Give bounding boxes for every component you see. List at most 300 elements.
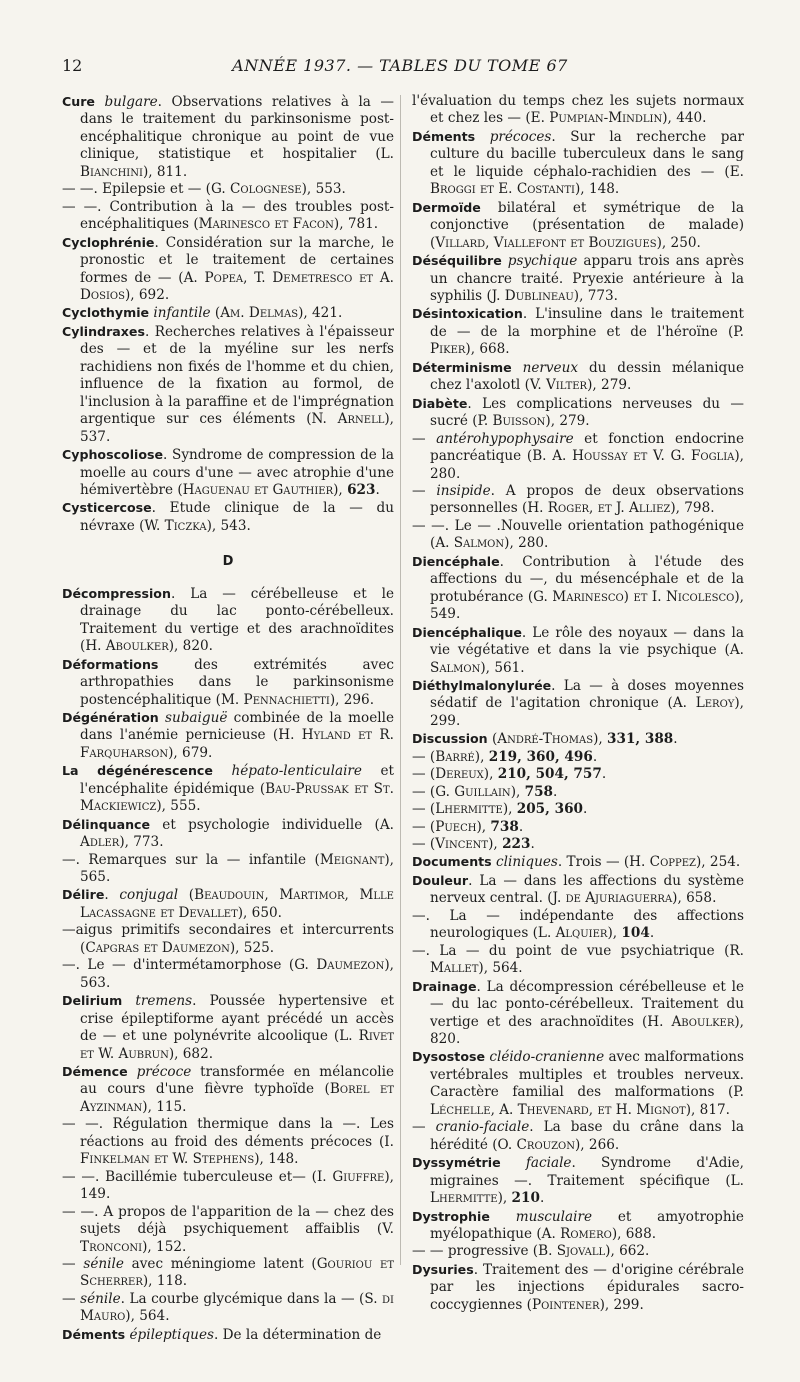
headword: Diencéphalique	[412, 624, 522, 640]
headword: Delirium	[62, 993, 123, 1009]
entry-text: —. Remarques sur la — infantile (	[62, 851, 320, 868]
author: H. Coppez	[629, 854, 696, 871]
right-column	[412, 93, 744, 1314]
entry-text: ), 658.	[672, 890, 717, 907]
entry-text	[490, 1209, 516, 1225]
index-entry	[412, 624, 744, 677]
entry-text: — — progressive (	[412, 1243, 539, 1260]
entry-text: ),	[474, 748, 489, 765]
bold-page-ref: 205, 360	[516, 801, 583, 818]
entry-text: ), 564.	[125, 1308, 170, 1325]
index-entry	[412, 853, 744, 871]
author: H. Aboulker	[647, 1013, 735, 1030]
entry-text: . Les complications nerveuses du — sucré (	[430, 395, 744, 430]
headword: Dystrophie	[412, 1208, 490, 1224]
index-entry	[412, 431, 744, 483]
author: Capgras et Daumezon	[85, 939, 230, 956]
index-entry	[412, 128, 744, 199]
entry-text: ), 682.	[168, 1045, 214, 1062]
author: Puech	[435, 818, 477, 835]
entry-text	[213, 763, 232, 779]
entry-text: ), 254.	[695, 854, 741, 871]
entry-text: avec méningiome latent (	[123, 1256, 317, 1272]
index-entry	[412, 395, 744, 431]
entry-text: des extrémités avec arthropathies dans le parkinsonisme postencéphalitique (	[80, 656, 394, 708]
entry-text: . La — cérébelleuse et le drainage du lac ponto-cérébelleux. Traitement du vertige et des arachnoïdites (	[80, 585, 394, 655]
author: I. Finkelman et W. Stephens	[80, 1133, 394, 1168]
entry-text: et amyotrophie myélopathique (	[430, 1208, 744, 1242]
index-entry	[412, 749, 744, 766]
entry-text: . Contribution à l'étude des affections du —, du mésencéphale et de la protubérance (	[430, 553, 744, 605]
entry-text: — —. Contribution à la — des troubles post-encéphalitiques (	[62, 198, 394, 233]
author: Barré	[435, 748, 475, 765]
index-entry	[62, 816, 394, 852]
index-entry	[62, 323, 394, 446]
headword: Délinquance	[62, 816, 151, 832]
author: H. Hyland et R. Farquharson	[80, 727, 394, 761]
entry-text: . Traitement des — d'origine cérébrale par les injections épidurales sacro-coccygiennes (	[430, 1261, 744, 1313]
entry-text	[475, 129, 490, 145]
index-entry	[62, 199, 394, 234]
author: A. Salmon	[435, 535, 505, 552]
index-entry	[412, 943, 744, 978]
entry-text: — —. Le — .Nouvelle orientation pathogénique (	[412, 517, 744, 552]
entry-text: . Trois — (	[557, 854, 630, 871]
entry-text: . L'insuline dans le traitement de — de la morphine et de l'héroïne (	[430, 306, 744, 340]
headword: Diencéphale	[412, 553, 500, 569]
author: B. Sjovall	[538, 1243, 606, 1260]
headword: Cysticercose	[62, 500, 152, 516]
headword: Drainage	[412, 978, 477, 994]
author: Beaudouin, Martimor, Mlle Lacassagne et Devallet	[80, 887, 394, 921]
entry-text: .	[592, 748, 598, 765]
headword: Dyssymétrie	[412, 1155, 501, 1171]
entry-text: et l'encéphalite épidémique (	[80, 763, 394, 797]
author: B. A. Houssay et V. G. Foglia	[532, 448, 735, 465]
author: N. Arnell	[311, 411, 385, 428]
entry-text: . A propos de deux observations personnelles (	[430, 482, 744, 517]
left-column	[62, 93, 394, 1344]
entry-text: .	[530, 836, 535, 853]
running-title: ANNÉE 1937. — TABLES DU TOME 67	[232, 56, 568, 75]
headword: Délire	[62, 887, 105, 903]
entry-text: — (	[412, 748, 436, 765]
index-entry	[62, 499, 394, 535]
index-entry	[412, 801, 744, 818]
author: André-Thomas	[497, 731, 594, 748]
qualifier: cléido-cranienne	[489, 1049, 605, 1066]
author: P. Buisson	[477, 413, 546, 430]
entry-text: ), 525.	[229, 939, 275, 956]
headword: Cyclophrénie	[62, 234, 155, 250]
entry-text: ), 148.	[254, 1151, 299, 1168]
entry-text: . Considération sur la marche, le pronostic et le traitement de certaines formes de — (	[80, 234, 394, 286]
entry-text: ),	[476, 818, 491, 835]
bold-page-ref: 623	[347, 481, 376, 498]
entry-text: ), 299.	[430, 695, 744, 729]
entry-text: . Syndrome de compression de la moelle au cours d'une — avec atrophie d'une hémivertèbre (	[80, 447, 394, 498]
entry-text: bilatéral et symétrique de la conjonctive (présentation de malade) (	[430, 199, 744, 251]
entry-text: ), 561.	[480, 659, 525, 676]
author: G. Guillain	[435, 783, 511, 800]
entry-text: ), 440.	[662, 110, 707, 127]
index-entry	[62, 709, 394, 762]
index-entry	[412, 1048, 744, 1119]
entry-text: —	[412, 482, 437, 499]
author: G. Marinesco) et I. Nicolesco	[533, 588, 735, 605]
headword: Cylindraxes	[62, 323, 145, 339]
author: Bau-Prussak et St. Mackiewicz	[80, 780, 394, 815]
index-entry	[412, 730, 744, 748]
index-entry	[412, 1261, 744, 1314]
entry-text: ), 115.	[142, 1098, 187, 1115]
author: L. Alquier	[537, 925, 608, 942]
author: E. Broggi et E. Costanti	[430, 163, 744, 198]
section-letter: D	[222, 554, 234, 570]
entry-text: ), 692.	[124, 286, 170, 303]
entry-text: .	[539, 1190, 545, 1207]
entry-text: combinée de la moelle dans l'anémie pernicieuse (	[80, 709, 394, 744]
headword: La dégénérescence	[62, 763, 213, 779]
entry-text: ),	[488, 836, 503, 853]
bold-page-ref: 223	[502, 836, 531, 853]
entry-text: apparu trois ans après un chancre traité. Pryexie antérieure à la syphilis (	[430, 253, 745, 304]
entry-text: ), 781.	[333, 216, 379, 233]
author: Pointener	[531, 1296, 600, 1313]
index-entry	[62, 762, 394, 815]
headword: Déterminisme	[412, 359, 512, 375]
index-entry	[62, 1063, 394, 1116]
entry-text: .	[673, 731, 678, 748]
qualifier: insipide	[436, 482, 491, 499]
entry-text: ),	[502, 801, 517, 818]
index-entry	[62, 922, 394, 957]
author: L. Rivet et W. Aubrun	[80, 1028, 395, 1062]
entry-text: ), 811.	[142, 163, 188, 180]
entry-text: ), 817.	[685, 1101, 730, 1118]
author: S. di Mauro	[80, 1290, 394, 1325]
author: Dereux	[435, 766, 484, 783]
qualifier: précoce	[136, 1064, 192, 1081]
index-entry	[412, 305, 744, 358]
entry-text: ), 537.	[80, 411, 394, 445]
index-entry	[412, 908, 744, 943]
author: A. Salmon	[430, 642, 744, 676]
author: J. de Ajuriaguerra	[552, 890, 673, 907]
entry-text: et fonction endocrine pancréatique (	[430, 430, 745, 465]
headword: Cyclothymie	[62, 305, 150, 321]
entry-text: ), 650.	[237, 904, 282, 921]
entry-text	[128, 1064, 137, 1080]
entry-text: ), 266.	[574, 1136, 620, 1153]
author: Vincent	[435, 836, 489, 853]
author: I. Giuffre	[316, 1168, 385, 1185]
entry-text: ), 773.	[573, 287, 618, 304]
page-header	[62, 56, 738, 82]
index-entry	[62, 1326, 394, 1344]
bold-page-ref: 210	[511, 1190, 540, 1207]
entry-text	[512, 360, 523, 376]
bold-page-ref: 758	[524, 783, 554, 800]
author: Lhermitte	[435, 801, 503, 818]
entry-text: ), 564.	[478, 960, 523, 977]
index-entry	[62, 957, 394, 992]
author: L. Bianchini	[80, 146, 394, 180]
index-entry	[412, 518, 744, 553]
index-entry	[62, 585, 394, 656]
qualifier: faciale	[525, 1155, 572, 1172]
entry-text: (	[487, 731, 498, 748]
entry-text: —	[62, 1256, 84, 1272]
bold-page-ref: 219, 360, 496	[488, 748, 593, 765]
entry-text: ), 563.	[80, 957, 394, 991]
entry-text: (	[210, 305, 221, 322]
bold-page-ref: 331, 388	[607, 731, 674, 748]
index-entry	[62, 852, 394, 887]
entry-text: ), 543.	[206, 517, 251, 534]
left-entries-c	[62, 93, 394, 535]
entry-text: — —. A propos de l'apparition de la — chez des sujets déjà psychiquement affaiblis (	[62, 1203, 394, 1238]
entry-text: ), 148.	[575, 181, 620, 198]
author: Villard, Viallefont et Bouzigues	[435, 234, 657, 251]
entry-text: —aigus primitifs secondaires et intercurrents (	[62, 922, 394, 956]
entry-text: . Recherches relatives à l'épaisseur des — et de la myéline sur les nerfs rachidiens non fixés de l'homme et du chien, influence de la fixation au formol, de l'inclusion à la paraffine et de l'imprégnation argentique sur ces éléments (	[80, 323, 394, 428]
qualifier: cliniques	[496, 854, 558, 871]
index-entry	[412, 359, 744, 395]
bold-page-ref: 104	[621, 925, 650, 942]
author: E. Pumpian-Mindlin	[530, 110, 663, 127]
qualifier: musculaire	[515, 1208, 593, 1225]
entry-text: ), 296.	[329, 691, 375, 708]
entry-text: — —. Bacillémie tuberculeuse et— (	[62, 1168, 317, 1185]
qualifier: sénile	[83, 1256, 124, 1272]
entry-text: . La — dans les affections du système nerveux central. (	[430, 872, 744, 907]
entry-text	[122, 993, 135, 1009]
bold-page-ref: 210, 504, 757	[497, 766, 602, 783]
author: Gouriou et Scherrer	[80, 1256, 394, 1290]
index-entry	[412, 766, 744, 783]
entry-text: ), 773.	[119, 834, 164, 851]
author: J. Dublineau	[491, 287, 574, 304]
qualifier: conjugal	[119, 887, 179, 904]
entry-text: . La courbe glycémique dans la — (	[120, 1290, 365, 1307]
index-entry	[62, 234, 394, 305]
headword: Douleur	[412, 872, 469, 888]
entry-text: —. La — du point de vue psychiatrique (	[412, 942, 730, 959]
index-entry	[412, 677, 744, 730]
entry-text: ), 688.	[611, 1226, 657, 1242]
index-entry	[412, 836, 744, 853]
entry-text: ), 149.	[80, 1168, 394, 1203]
entry-text: — (	[412, 818, 436, 835]
author: A. Adler	[80, 816, 394, 851]
bold-page-ref: 738	[490, 818, 519, 835]
headword: Dysuries	[412, 1261, 474, 1277]
entry-text: .	[518, 818, 524, 835]
author: L. Lhermitte	[430, 1172, 744, 1207]
right-entries-d	[412, 93, 744, 1314]
author: A. Popea, T. Demetresco et A. Dosios	[80, 269, 394, 303]
author: Borel et Ayzinman	[80, 1081, 394, 1115]
entry-text: . La décompression cérébelleuse et le — du lac ponto-cérébelleux. Traitement du vertige et des arachnoïdites (	[430, 978, 744, 1030]
qualifier: tremens	[135, 993, 193, 1010]
entry-text: ),	[510, 783, 525, 800]
index-entry	[412, 819, 744, 836]
entry-text: — (	[412, 801, 436, 818]
author: H. Roger, et J. Alliez	[527, 500, 671, 517]
author: G. Colognese	[210, 181, 302, 198]
qualifier: précoces	[489, 128, 552, 145]
index-entry	[62, 1116, 394, 1168]
index-entry	[62, 656, 394, 709]
index-entry	[412, 199, 744, 252]
index-entry	[412, 784, 744, 801]
entry-text: — (	[412, 836, 436, 853]
entry-text: . Observations relatives à la — dans le traitement du parkinsonisme post-encéphalitique chronique au point de vue clinique, statistique et hospitalier (	[80, 94, 394, 163]
index-entry	[62, 181, 394, 198]
qualifier: nerveux	[522, 359, 579, 376]
entry-text: —	[412, 1119, 436, 1136]
entry-text: .	[649, 925, 655, 942]
entry-text: ), 280.	[504, 535, 549, 552]
entry-text: ), 279.	[587, 377, 632, 394]
entry-text: ), 668.	[465, 341, 510, 358]
index-entry	[62, 446, 394, 499]
headword: Diéthylmalonylurée	[412, 677, 552, 693]
author: W. Ticzka	[144, 517, 207, 534]
headword: Cyphoscoliose	[62, 447, 164, 463]
qualifier: subaiguë	[164, 709, 228, 726]
entry-text: avec malformations vertébrales multiples et troubles nerveux. Caractère familial des malformations (	[430, 1049, 744, 1101]
headword: Démence	[62, 1064, 128, 1080]
entry-text: l'évaluation du temps chez les sujets normaux et chez les — (	[412, 93, 744, 127]
entry-text: . Etude clinique de la — du névraxe (	[80, 500, 394, 534]
entry-text: .	[582, 801, 588, 818]
entry-text: ), 820.	[168, 638, 213, 655]
index-entry	[62, 1291, 394, 1326]
index-entry	[412, 872, 744, 908]
entry-text: transformée en mélancolie au cours d'une fièvre typhoïde (	[80, 1064, 394, 1098]
entry-text: . Syndrome d'Adie, migraines —. Traitement spécifique (	[430, 1155, 745, 1189]
headword: Déments	[62, 1326, 126, 1342]
entry-text: — —. Régulation thermique dans la —. Les réactions au froid des déments précoces (	[62, 1116, 394, 1150]
author: R. Mallet	[430, 942, 744, 977]
headword: Déséquilibre	[412, 253, 502, 269]
headword: Dermoïde	[412, 199, 481, 215]
index-entry	[412, 93, 744, 128]
entry-text: .	[553, 783, 558, 800]
author: M. Pennachietti	[220, 691, 330, 708]
headword: Cure	[62, 94, 95, 109]
author: A. Leroy	[672, 695, 735, 712]
author: O. Crouzon	[497, 1136, 575, 1153]
index-entry	[62, 93, 394, 181]
headword: Dysostose	[412, 1049, 486, 1065]
index-entry	[412, 553, 744, 624]
entry-text: . Sur la recherche par culture du bacille tuberculeux dans le sang et le liquide céphalo-rachidien des — (	[430, 128, 744, 180]
author: Haguenau et Gauthier	[182, 481, 334, 498]
entry-text: ), 820.	[430, 1013, 744, 1048]
entry-text: . La — à doses moyennes sédatif de l'agitation chronique (	[430, 677, 744, 712]
entry-text: —	[412, 430, 437, 447]
qualifier: psychique	[507, 253, 578, 270]
entry-text: . De la détermination de	[213, 1326, 382, 1343]
entry-text: ),	[333, 481, 348, 498]
entry-text: ), 662.	[605, 1243, 650, 1260]
entry-text: —	[62, 1290, 81, 1307]
index-entry	[412, 483, 744, 518]
entry-text: ), 250.	[656, 234, 701, 251]
qualifier: antérohypophysaire	[436, 430, 574, 447]
author: A. Romero	[541, 1226, 612, 1242]
entry-text: ), 118.	[142, 1273, 188, 1290]
entry-text: du dessin mélanique chez l'axolotl (	[430, 359, 745, 394]
index-entry	[62, 992, 394, 1063]
entry-text: ), 679.	[168, 744, 213, 761]
entry-text: —. Le — d'intermétamorphose (	[62, 957, 295, 974]
index-entry	[62, 1256, 394, 1291]
index-entry	[412, 1154, 744, 1207]
headword: Dégénération	[62, 709, 159, 725]
entry-text: — (	[412, 783, 436, 800]
headword: Désintoxication	[412, 306, 523, 322]
left-entries-d	[62, 585, 394, 1344]
entry-text: et psychologie individuelle (	[150, 816, 380, 833]
author: G. Daumezon	[294, 957, 385, 974]
index-entry	[412, 1243, 744, 1260]
index-entry	[412, 1119, 744, 1154]
index-entry	[62, 304, 394, 322]
entry-text: ), 798.	[670, 500, 715, 517]
author: V. Tronconi	[80, 1221, 394, 1255]
entry-text: ),	[483, 766, 498, 783]
index-entry	[62, 1204, 394, 1256]
author: H. Aboulker	[85, 638, 169, 655]
qualifier: sénile	[80, 1290, 121, 1307]
entry-text: ),	[593, 731, 608, 748]
column-divider	[400, 95, 401, 1265]
headword: Déformations	[62, 656, 159, 672]
qualifier: infantile	[153, 305, 211, 322]
entry-text: . Le rôle des noyaux — dans la vie végétative et dans la vie psychique (	[430, 624, 744, 659]
author: P. Léchelle, A. Thevenard, et H. Mignot	[430, 1084, 744, 1118]
entry-text: ), 280.	[430, 448, 744, 482]
entry-text: . La base du crâne dans la hérédité (	[430, 1119, 744, 1153]
entry-text: ),	[607, 925, 622, 942]
headword: Déments	[412, 128, 476, 144]
entry-text: . Poussée hypertensive et crise épileptiforme ayant précédé un accès de — et une polynévrite alcoolique (	[80, 993, 394, 1045]
index-entry	[412, 252, 744, 305]
index-entry	[412, 978, 744, 1049]
author: Meignant	[319, 851, 385, 868]
entry-text: ), 549.	[430, 588, 744, 623]
headword: Décompression	[62, 585, 171, 601]
entry-text: ), 152.	[142, 1238, 187, 1255]
entry-text: —. La — indépendante des affections neurologiques (	[412, 907, 744, 942]
entry-text: (	[178, 887, 195, 904]
author: Marinesco et Facon	[198, 216, 334, 233]
headword: Documents	[412, 854, 492, 870]
qualifier: cranio-faciale	[435, 1119, 530, 1136]
headword: Discussion	[412, 731, 488, 747]
entry-text: .	[104, 887, 120, 904]
index-entry	[62, 886, 394, 922]
entry-text: ), 279.	[545, 413, 590, 430]
qualifier: épileptiques	[129, 1326, 214, 1343]
entry-text: ),	[497, 1190, 512, 1207]
entry-text: ), 421.	[298, 305, 343, 322]
index-entry	[62, 1169, 394, 1204]
